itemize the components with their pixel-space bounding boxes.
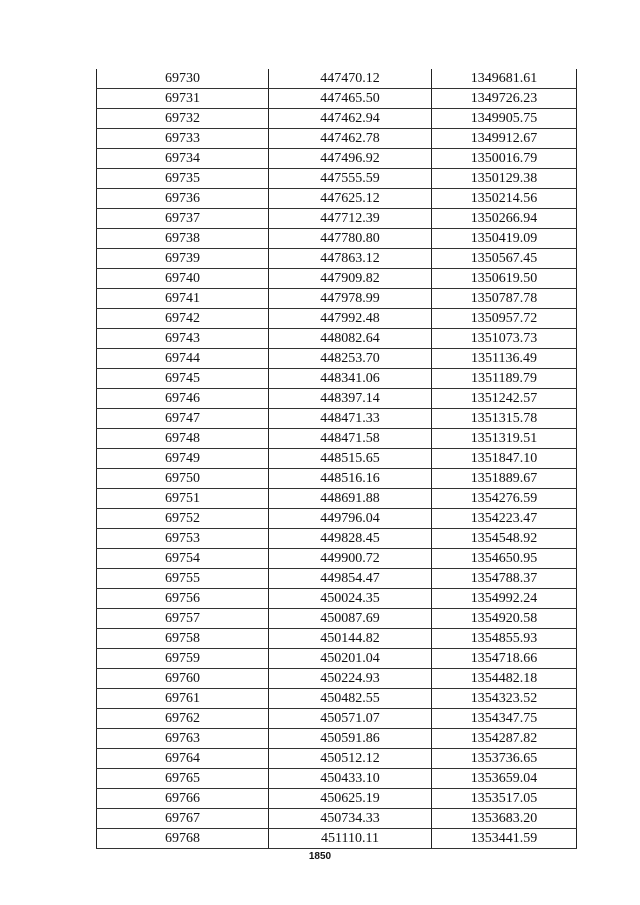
y-coordinate-cell: 1349905.75 [432, 109, 577, 129]
y-coordinate-cell: 1354223.47 [432, 509, 577, 529]
y-coordinate-cell: 1350016.79 [432, 149, 577, 169]
x-coordinate-cell: 450201.04 [269, 649, 432, 669]
point-id-cell: 69767 [97, 809, 269, 829]
y-coordinate-cell: 1354276.59 [432, 489, 577, 509]
y-coordinate-cell: 1354482.18 [432, 669, 577, 689]
point-id-cell: 69738 [97, 229, 269, 249]
x-coordinate-cell: 450433.10 [269, 769, 432, 789]
table-row [97, 509, 577, 529]
x-coordinate-cell: 450734.33 [269, 809, 432, 829]
y-coordinate-cell: 1351136.49 [432, 349, 577, 369]
y-coordinate-cell: 1350957.72 [432, 309, 577, 329]
table-row [97, 609, 577, 629]
y-coordinate-cell: 1351889.67 [432, 469, 577, 489]
table-row [97, 729, 577, 749]
point-id-cell: 69732 [97, 109, 269, 129]
y-coordinate-cell: 1354992.24 [432, 589, 577, 609]
point-id-cell: 69739 [97, 249, 269, 269]
point-id-cell: 69745 [97, 369, 269, 389]
y-coordinate-cell: 1350129.38 [432, 169, 577, 189]
x-coordinate-cell: 447462.94 [269, 109, 432, 129]
point-id-cell: 69759 [97, 649, 269, 669]
x-coordinate-cell: 450571.07 [269, 709, 432, 729]
point-id-cell: 69768 [97, 829, 269, 849]
table-row [97, 669, 577, 689]
x-coordinate-cell: 448253.70 [269, 349, 432, 369]
x-coordinate-cell: 451110.11 [269, 829, 432, 849]
point-id-cell: 69762 [97, 709, 269, 729]
y-coordinate-cell: 1354855.93 [432, 629, 577, 649]
table-row [97, 429, 577, 449]
y-coordinate-cell: 1351189.79 [432, 369, 577, 389]
x-coordinate-cell: 447496.92 [269, 149, 432, 169]
point-id-cell: 69735 [97, 169, 269, 189]
x-coordinate-cell: 447909.82 [269, 269, 432, 289]
y-coordinate-cell: 1350567.45 [432, 249, 577, 269]
y-coordinate-cell: 1350619.50 [432, 269, 577, 289]
x-coordinate-cell: 450591.86 [269, 729, 432, 749]
table-row [97, 269, 577, 289]
table-row [97, 309, 577, 329]
y-coordinate-cell: 1351319.51 [432, 429, 577, 449]
y-coordinate-cell: 1354920.58 [432, 609, 577, 629]
y-coordinate-cell: 1351847.10 [432, 449, 577, 469]
table-row [97, 229, 577, 249]
y-coordinate-cell: 1353736.65 [432, 749, 577, 769]
point-id-cell: 69730 [97, 69, 269, 89]
y-coordinate-cell: 1354718.66 [432, 649, 577, 669]
x-coordinate-cell: 447462.78 [269, 129, 432, 149]
table-row [97, 809, 577, 829]
y-coordinate-cell: 1353659.04 [432, 769, 577, 789]
x-coordinate-cell: 448471.33 [269, 409, 432, 429]
x-coordinate-cell: 447780.80 [269, 229, 432, 249]
table-row [97, 109, 577, 129]
x-coordinate-cell: 449854.47 [269, 569, 432, 589]
coordinate-table-container [96, 69, 576, 849]
table-body [97, 69, 577, 849]
y-coordinate-cell: 1354788.37 [432, 569, 577, 589]
x-coordinate-cell: 450144.82 [269, 629, 432, 649]
y-coordinate-cell: 1351315.78 [432, 409, 577, 429]
point-id-cell: 69741 [97, 289, 269, 309]
point-id-cell: 69760 [97, 669, 269, 689]
table-row [97, 629, 577, 649]
y-coordinate-cell: 1350419.09 [432, 229, 577, 249]
table-row [97, 169, 577, 189]
table-row [97, 709, 577, 729]
point-id-cell: 69750 [97, 469, 269, 489]
y-coordinate-cell: 1351242.57 [432, 389, 577, 409]
table-row [97, 649, 577, 669]
table-row [97, 589, 577, 609]
point-id-cell: 69751 [97, 489, 269, 509]
point-id-cell: 69731 [97, 89, 269, 109]
y-coordinate-cell: 1349726.23 [432, 89, 577, 109]
point-id-cell: 69755 [97, 569, 269, 589]
point-id-cell: 69747 [97, 409, 269, 429]
table-row [97, 469, 577, 489]
x-coordinate-cell: 448341.06 [269, 369, 432, 389]
point-id-cell: 69740 [97, 269, 269, 289]
point-id-cell: 69743 [97, 329, 269, 349]
table-row [97, 569, 577, 589]
y-coordinate-cell: 1349681.61 [432, 69, 577, 89]
x-coordinate-cell: 447863.12 [269, 249, 432, 269]
point-id-cell: 69764 [97, 749, 269, 769]
point-id-cell: 69758 [97, 629, 269, 649]
point-id-cell: 69754 [97, 549, 269, 569]
point-id-cell: 69749 [97, 449, 269, 469]
table-row [97, 69, 577, 89]
y-coordinate-cell: 1350214.56 [432, 189, 577, 209]
table-row [97, 389, 577, 409]
point-id-cell: 69733 [97, 129, 269, 149]
x-coordinate-cell: 447712.39 [269, 209, 432, 229]
y-coordinate-cell: 1353683.20 [432, 809, 577, 829]
x-coordinate-cell: 447555.59 [269, 169, 432, 189]
table-row [97, 789, 577, 809]
x-coordinate-cell: 448471.58 [269, 429, 432, 449]
x-coordinate-cell: 450625.19 [269, 789, 432, 809]
table-row [97, 209, 577, 229]
point-id-cell: 69736 [97, 189, 269, 209]
point-id-cell: 69748 [97, 429, 269, 449]
y-coordinate-cell: 1353517.05 [432, 789, 577, 809]
table-row [97, 289, 577, 309]
y-coordinate-cell: 1349912.67 [432, 129, 577, 149]
table-row [97, 529, 577, 549]
table-row [97, 489, 577, 509]
page-number: 1850 [308, 851, 332, 862]
point-id-cell: 69737 [97, 209, 269, 229]
table-row [97, 329, 577, 349]
x-coordinate-cell: 448397.14 [269, 389, 432, 409]
point-id-cell: 69766 [97, 789, 269, 809]
x-coordinate-cell: 450482.55 [269, 689, 432, 709]
table-row [97, 89, 577, 109]
y-coordinate-cell: 1354347.75 [432, 709, 577, 729]
table-row [97, 689, 577, 709]
x-coordinate-cell: 447470.12 [269, 69, 432, 89]
table-row [97, 549, 577, 569]
point-id-cell: 69753 [97, 529, 269, 549]
table-row [97, 129, 577, 149]
y-coordinate-cell: 1354650.95 [432, 549, 577, 569]
point-id-cell: 69746 [97, 389, 269, 409]
x-coordinate-cell: 450024.35 [269, 589, 432, 609]
y-coordinate-cell: 1354287.82 [432, 729, 577, 749]
table-row [97, 369, 577, 389]
coordinate-table [96, 69, 577, 849]
table-row [97, 349, 577, 369]
point-id-cell: 69763 [97, 729, 269, 749]
table-row [97, 409, 577, 429]
x-coordinate-cell: 450224.93 [269, 669, 432, 689]
x-coordinate-cell: 450087.69 [269, 609, 432, 629]
point-id-cell: 69756 [97, 589, 269, 609]
x-coordinate-cell: 449900.72 [269, 549, 432, 569]
table-row [97, 189, 577, 209]
x-coordinate-cell: 448082.64 [269, 329, 432, 349]
x-coordinate-cell: 449796.04 [269, 509, 432, 529]
table-row [97, 769, 577, 789]
table-row [97, 749, 577, 769]
y-coordinate-cell: 1354548.92 [432, 529, 577, 549]
table-row [97, 829, 577, 849]
table-row [97, 149, 577, 169]
point-id-cell: 69765 [97, 769, 269, 789]
point-id-cell: 69757 [97, 609, 269, 629]
x-coordinate-cell: 448515.65 [269, 449, 432, 469]
x-coordinate-cell: 450512.12 [269, 749, 432, 769]
point-id-cell: 69752 [97, 509, 269, 529]
y-coordinate-cell: 1353441.59 [432, 829, 577, 849]
point-id-cell: 69734 [97, 149, 269, 169]
table-row [97, 249, 577, 269]
x-coordinate-cell: 448516.16 [269, 469, 432, 489]
point-id-cell: 69761 [97, 689, 269, 709]
y-coordinate-cell: 1351073.73 [432, 329, 577, 349]
y-coordinate-cell: 1350266.94 [432, 209, 577, 229]
y-coordinate-cell: 1350787.78 [432, 289, 577, 309]
x-coordinate-cell: 449828.45 [269, 529, 432, 549]
x-coordinate-cell: 447625.12 [269, 189, 432, 209]
point-id-cell: 69744 [97, 349, 269, 369]
x-coordinate-cell: 447992.48 [269, 309, 432, 329]
x-coordinate-cell: 448691.88 [269, 489, 432, 509]
x-coordinate-cell: 447465.50 [269, 89, 432, 109]
point-id-cell: 69742 [97, 309, 269, 329]
table-row [97, 449, 577, 469]
x-coordinate-cell: 447978.99 [269, 289, 432, 309]
y-coordinate-cell: 1354323.52 [432, 689, 577, 709]
